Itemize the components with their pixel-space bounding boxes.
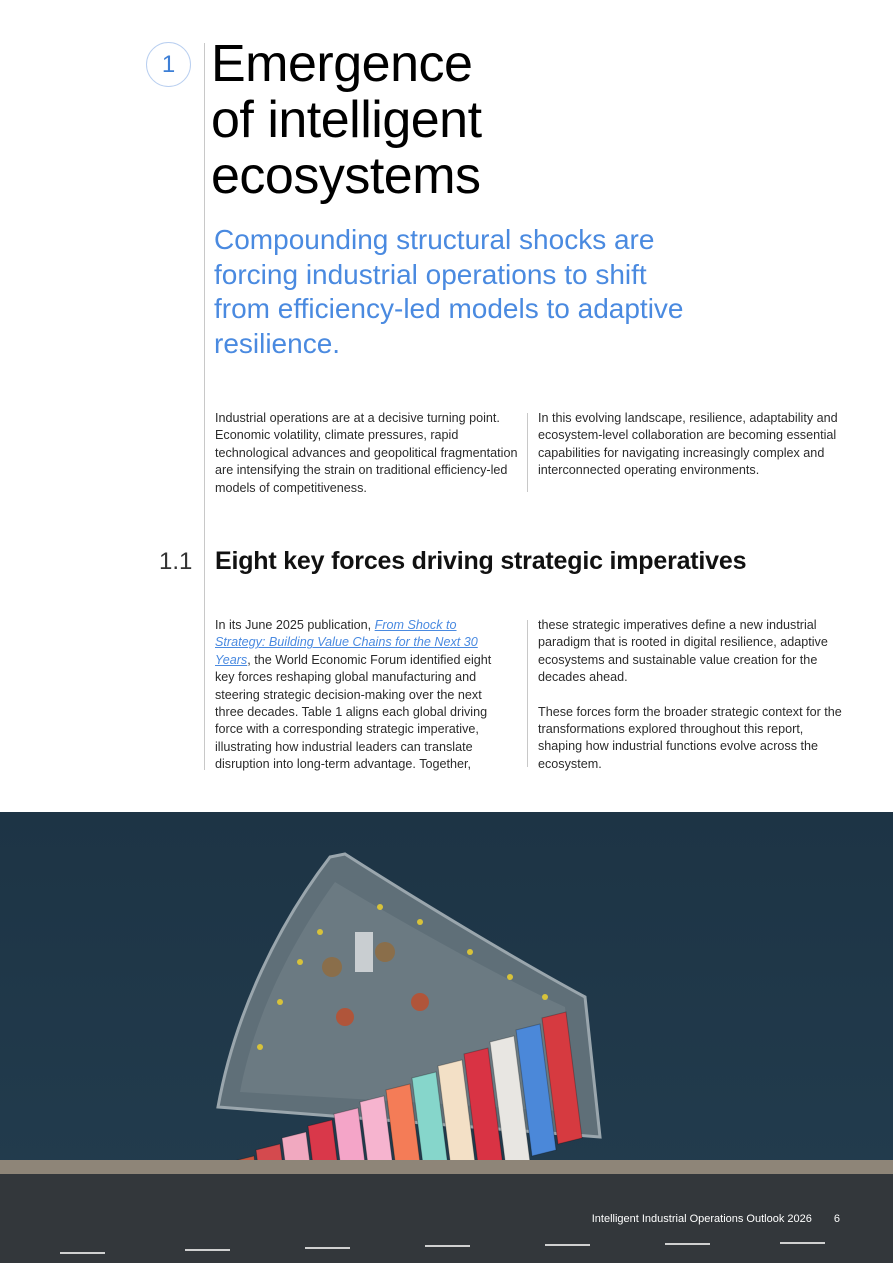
chapter-number: 1	[161, 50, 176, 78]
chapter-number-badge	[146, 42, 191, 87]
footer-page-number: 6	[833, 1213, 840, 1225]
chapter-title-line: Emergence	[211, 35, 473, 93]
section-left-paragraph	[215, 617, 510, 774]
section-title: Eight key forces driving strategic imperatives	[215, 547, 747, 575]
footer-report-title: Intelligent Industrial Operations Outlook 2026	[591, 1213, 812, 1225]
section-left-prefix: In its June 2025 publication,	[215, 618, 375, 632]
chapter-title-line: of intelligent	[211, 91, 482, 149]
section-column-divider	[527, 620, 528, 767]
pier-railing	[0, 1160, 893, 1174]
intro-left-paragraph: Industrial operations are at a decisive turning point. Economic volatility, climate pressures, rapid technological advances and geopolitical fragmentation are intensifying the strain on traditional efficiency-led models of competitiveness.	[215, 411, 518, 495]
chapter-title	[211, 36, 482, 204]
publication-link[interactable]: From Shock to Strategy: Building Value Chains for the Next 30 Years	[215, 618, 478, 667]
chapter-title-line: ecosystems	[211, 147, 481, 205]
page-footer	[592, 1213, 840, 1225]
section-left-suffix: , the World Economic Forum identified eight key forces reshaping global manufacturing and steering strategic decision-making over the next three decades. Table 1 aligns each global driving force with a corresponding strategic imperative, illustrating how industrial leaders can translate disruption into long-term advantage. Together,	[215, 652, 492, 772]
container-ship-photo	[0, 812, 893, 1263]
chapter-subtitle: Compounding structural shocks are forcing industrial operations to shift from efficiency-led models to adaptive resilience.	[214, 224, 684, 359]
intro-column-divider	[527, 413, 528, 492]
section-right-column	[538, 617, 843, 773]
section-number: 1.1	[159, 548, 193, 575]
section-right-paragraph-1: these strategic imperatives define a new industrial paradigm that is rooted in digital resilience, adaptive ecosystems and sustainable value creation for the decades ahead.	[538, 618, 828, 685]
section-right-paragraph-2: These forces form the broader strategic context for the transformations explored throughout this report, shaping how industrial functions evolve across the ecosystem.	[538, 704, 842, 771]
chapter-rule	[204, 43, 205, 770]
intro-right-paragraph: In this evolving landscape, resilience, adaptability and ecosystem-level collaboration are becoming essential capabilities for navigating increasingly complex and interconnected operating environments.	[538, 411, 838, 478]
